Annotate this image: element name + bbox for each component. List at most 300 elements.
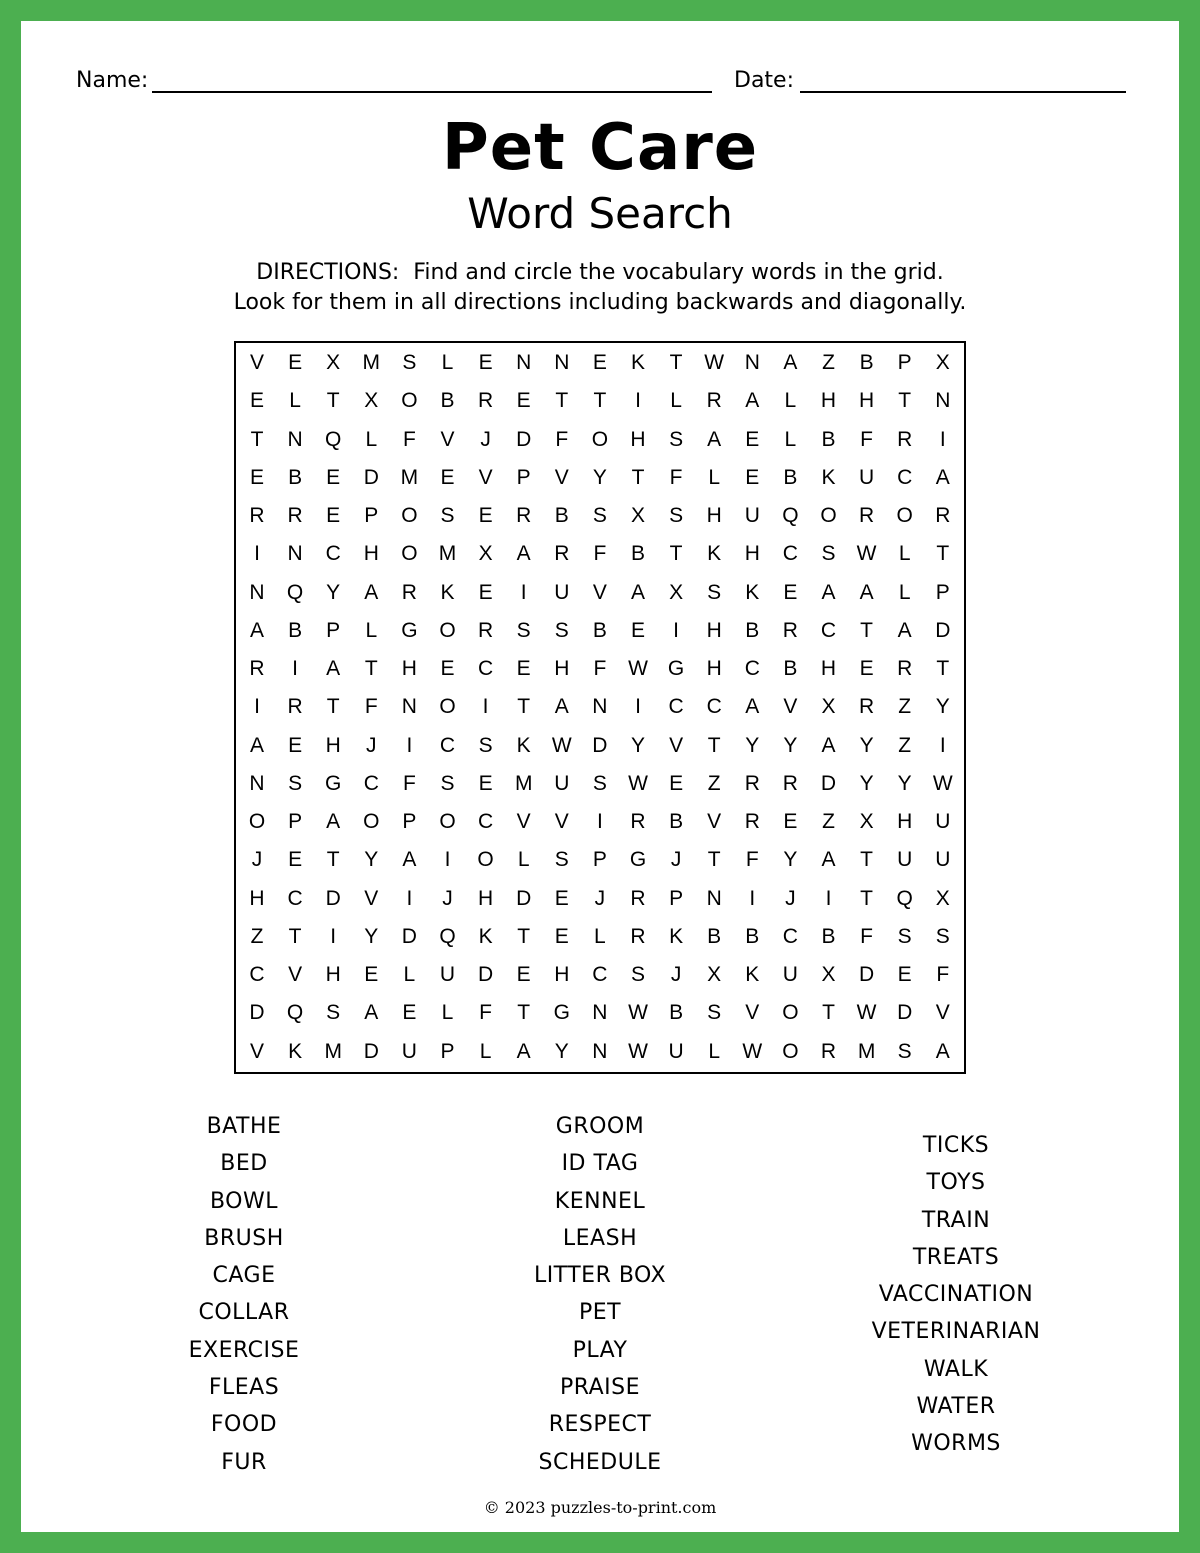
grid-letter[interactable]: O xyxy=(782,1039,799,1063)
grid-letter[interactable]: S xyxy=(897,924,912,948)
grid-letter[interactable]: G xyxy=(667,657,685,680)
grid-letter[interactable]: C xyxy=(363,771,379,795)
grid-letter[interactable]: E xyxy=(288,848,303,872)
grid-letter[interactable]: I xyxy=(254,695,260,719)
grid-letter[interactable]: B xyxy=(707,924,722,948)
grid-letter[interactable]: E xyxy=(592,351,607,374)
grid-letter[interactable]: T xyxy=(822,1001,835,1025)
grid-letter[interactable]: O xyxy=(782,1001,799,1025)
grid-letter[interactable]: C xyxy=(706,695,722,719)
grid-letter[interactable]: T xyxy=(326,389,340,413)
grid-letter[interactable]: N xyxy=(249,580,265,604)
grid-letter[interactable]: Z xyxy=(898,695,912,719)
grid-letter[interactable]: L xyxy=(594,924,606,948)
grid-letter[interactable]: I xyxy=(825,886,832,910)
grid-letter[interactable]: I xyxy=(482,695,489,719)
grid-letter[interactable]: N xyxy=(249,771,265,795)
grid-letter[interactable]: C xyxy=(287,886,303,910)
grid-letter[interactable]: A xyxy=(364,580,379,604)
grid-letter[interactable]: E xyxy=(478,351,493,374)
grid-letter[interactable]: K xyxy=(478,924,493,948)
grid-letter[interactable]: L xyxy=(898,542,911,566)
grid-letter[interactable]: T xyxy=(555,389,569,413)
grid-letter[interactable]: H xyxy=(249,886,265,910)
grid-letter[interactable]: U xyxy=(935,848,951,872)
grid-letter[interactable]: X xyxy=(326,351,341,374)
grid-letter[interactable]: E xyxy=(554,924,569,948)
grid-letter[interactable]: H xyxy=(744,542,760,566)
grid-letter[interactable]: Q xyxy=(896,886,913,910)
grid-letter[interactable]: R xyxy=(401,580,417,604)
grid-letter[interactable]: A xyxy=(897,618,912,642)
grid-letter[interactable]: R xyxy=(249,657,265,680)
grid-letter[interactable]: Y xyxy=(364,924,379,948)
grid-letter[interactable]: K xyxy=(669,924,684,948)
grid-letter[interactable]: I xyxy=(292,657,299,680)
grid-letter[interactable]: J xyxy=(594,886,606,910)
grid-letter[interactable]: D xyxy=(478,963,494,986)
grid-letter[interactable]: S xyxy=(630,963,645,986)
grid-letter[interactable]: D xyxy=(859,963,875,986)
grid-letter[interactable]: L xyxy=(441,1001,454,1025)
grid-letter[interactable]: F xyxy=(860,924,873,948)
grid-letter[interactable]: B xyxy=(859,351,874,374)
grid-letter[interactable]: R xyxy=(782,771,798,795)
grid-letter[interactable]: H xyxy=(325,963,341,986)
grid-letter[interactable]: K xyxy=(516,733,531,757)
grid-letter[interactable]: M xyxy=(400,465,419,489)
grid-letter[interactable]: F xyxy=(402,771,416,795)
grid-letter[interactable]: Q xyxy=(439,924,456,948)
grid-letter[interactable]: T xyxy=(707,733,721,757)
grid-letter[interactable]: F xyxy=(555,427,569,451)
grid-letter[interactable]: S xyxy=(592,504,607,527)
grid-letter[interactable]: B xyxy=(745,924,760,948)
grid-letter[interactable]: O xyxy=(401,504,418,527)
grid-letter[interactable]: U xyxy=(439,963,456,986)
grid-letter[interactable]: D xyxy=(516,886,532,910)
grid-letter[interactable]: H xyxy=(706,657,722,680)
grid-letter[interactable]: C xyxy=(820,618,837,642)
grid-letter[interactable]: X xyxy=(630,504,645,527)
grid-letter[interactable]: S xyxy=(592,771,607,795)
grid-letter[interactable]: T xyxy=(936,657,950,680)
grid-letter[interactable]: Y xyxy=(745,733,760,757)
grid-letter[interactable]: D xyxy=(363,1039,379,1063)
grid-letter[interactable]: B xyxy=(821,924,836,948)
grid-letter[interactable]: S xyxy=(478,733,493,757)
grid-letter[interactable]: L xyxy=(403,963,416,986)
grid-letter[interactable]: U xyxy=(554,580,570,604)
grid-letter[interactable]: F xyxy=(593,657,607,680)
grid-letter[interactable]: S xyxy=(402,351,417,374)
grid-letter[interactable]: C xyxy=(249,963,265,986)
grid-letter[interactable]: Q xyxy=(325,427,342,451)
grid-letter[interactable]: P xyxy=(897,351,912,374)
grid-letter[interactable]: S xyxy=(821,542,836,566)
grid-letter[interactable]: B xyxy=(669,1001,684,1025)
grid-letter[interactable]: T xyxy=(860,618,873,642)
grid-letter[interactable]: B xyxy=(288,618,303,642)
grid-letter[interactable]: Y xyxy=(326,580,341,604)
grid-letter[interactable]: C xyxy=(592,963,608,986)
grid-letter[interactable]: B xyxy=(592,618,607,642)
grid-letter[interactable]: W xyxy=(628,657,648,680)
grid-letter[interactable]: A xyxy=(821,580,836,604)
grid-letter[interactable]: R xyxy=(859,695,875,719)
grid-letter[interactable]: L xyxy=(784,427,797,451)
grid-letter[interactable]: T xyxy=(250,427,264,451)
grid-letter[interactable]: Z xyxy=(707,771,721,795)
grid-letter[interactable]: F xyxy=(860,427,873,451)
grid-letter[interactable]: K xyxy=(630,351,645,374)
grid-letter[interactable]: U xyxy=(668,1039,684,1063)
grid-letter[interactable]: K xyxy=(745,580,760,604)
grid-letter[interactable]: U xyxy=(859,465,875,489)
grid-letter[interactable]: F xyxy=(936,963,950,986)
grid-letter[interactable]: O xyxy=(477,848,494,872)
grid-letter[interactable]: V xyxy=(440,427,455,451)
grid-letter[interactable]: L xyxy=(708,465,721,489)
grid-letter[interactable]: D xyxy=(820,771,837,795)
grid-letter[interactable]: J xyxy=(366,733,377,757)
grid-letter[interactable]: E xyxy=(288,351,303,374)
grid-letter[interactable]: V xyxy=(554,465,569,489)
grid-letter[interactable]: C xyxy=(782,924,798,948)
grid-letter[interactable]: Y xyxy=(364,848,379,872)
grid-letter[interactable]: F xyxy=(479,1001,492,1025)
grid-letter[interactable]: J xyxy=(785,886,796,910)
grid-letter[interactable]: I xyxy=(635,695,641,719)
grid-letter[interactable]: H xyxy=(897,810,913,833)
grid-letter[interactable]: Q xyxy=(286,580,304,604)
grid-letter[interactable]: Y xyxy=(783,733,798,757)
grid-letter[interactable]: J xyxy=(670,963,682,986)
grid-letter[interactable]: E xyxy=(288,733,303,757)
grid-letter[interactable]: E xyxy=(364,963,379,986)
grid-letter[interactable]: E xyxy=(249,465,264,489)
grid-letter[interactable]: O xyxy=(363,810,380,833)
grid-letter[interactable]: V xyxy=(669,733,684,757)
grid-letter[interactable]: I xyxy=(406,733,413,757)
grid-letter[interactable]: J xyxy=(670,848,682,872)
grid-letter[interactable]: A xyxy=(707,427,722,451)
grid-letter[interactable]: W xyxy=(628,1001,648,1025)
grid-letter[interactable]: A xyxy=(935,465,950,489)
grid-letter[interactable]: U xyxy=(935,810,951,833)
grid-letter[interactable]: Z xyxy=(822,351,835,374)
grid-letter[interactable]: I xyxy=(635,389,641,413)
grid-letter[interactable]: E xyxy=(516,963,531,986)
grid-letter[interactable]: I xyxy=(939,733,946,757)
grid-letter[interactable]: I xyxy=(330,924,337,948)
grid-letter[interactable]: A xyxy=(935,1039,950,1063)
grid-letter[interactable]: T xyxy=(860,886,873,910)
grid-letter[interactable]: F xyxy=(593,542,607,566)
grid-letter[interactable]: R xyxy=(249,504,265,527)
grid-letter[interactable]: K xyxy=(707,542,722,566)
grid-letter[interactable]: P xyxy=(364,504,379,527)
grid-letter[interactable]: L xyxy=(517,848,530,872)
grid-letter[interactable]: X xyxy=(859,810,874,833)
grid-letter[interactable]: B xyxy=(783,465,798,489)
grid-letter[interactable]: E xyxy=(326,465,341,489)
grid-letter[interactable]: V xyxy=(364,886,379,910)
grid-letter[interactable]: E xyxy=(516,389,531,413)
grid-letter[interactable]: H xyxy=(325,733,341,757)
grid-letter[interactable]: A xyxy=(516,542,531,566)
grid-letter[interactable]: F xyxy=(745,848,759,872)
grid-letter[interactable]: A xyxy=(821,733,836,757)
grid-letter[interactable]: Q xyxy=(782,504,799,527)
grid-letter[interactable]: E xyxy=(669,771,684,795)
grid-letter[interactable]: U xyxy=(401,1039,417,1063)
grid-letter[interactable]: O xyxy=(896,504,913,527)
grid-letter[interactable]: A xyxy=(249,618,264,642)
grid-letter[interactable]: M xyxy=(514,771,533,795)
grid-letter[interactable]: E xyxy=(783,810,798,833)
grid-letter[interactable]: N xyxy=(287,542,303,566)
grid-letter[interactable]: O xyxy=(439,618,456,642)
grid-letter[interactable]: L xyxy=(708,1039,721,1063)
grid-letter[interactable]: R xyxy=(516,504,532,527)
grid-letter[interactable]: S xyxy=(707,1001,722,1025)
grid-letter[interactable]: D xyxy=(592,733,608,757)
grid-letter[interactable]: N xyxy=(706,886,722,910)
grid-letter[interactable]: K xyxy=(745,963,760,986)
grid-letter[interactable]: Y xyxy=(630,733,645,757)
grid-letter[interactable]: R xyxy=(630,924,646,948)
grid-letter[interactable]: E xyxy=(478,580,493,604)
grid-letter[interactable]: M xyxy=(438,542,457,566)
grid-letter[interactable]: P xyxy=(935,580,950,604)
grid-letter[interactable]: G xyxy=(401,618,418,642)
grid-letter[interactable]: V xyxy=(516,810,531,833)
grid-letter[interactable]: R xyxy=(478,618,494,642)
grid-letter[interactable]: B xyxy=(821,427,836,451)
grid-letter[interactable]: A xyxy=(402,848,417,872)
grid-letter[interactable]: E xyxy=(516,657,531,680)
grid-letter[interactable]: I xyxy=(749,886,756,910)
grid-letter[interactable]: V xyxy=(935,1001,950,1025)
grid-letter[interactable]: X xyxy=(821,963,836,986)
grid-letter[interactable]: E xyxy=(478,771,493,795)
grid-letter[interactable]: A xyxy=(326,657,341,680)
grid-letter[interactable]: D xyxy=(935,618,951,642)
grid-letter[interactable]: G xyxy=(325,771,342,795)
grid-letter[interactable]: E xyxy=(440,465,455,489)
grid-letter[interactable]: S xyxy=(669,504,684,527)
grid-letter[interactable]: A xyxy=(364,1001,379,1025)
grid-letter[interactable]: R xyxy=(706,389,722,413)
grid-letter[interactable]: R xyxy=(935,504,951,527)
grid-letter[interactable]: Q xyxy=(286,1001,304,1025)
grid-letter[interactable]: X xyxy=(669,580,684,604)
grid-letter[interactable]: C xyxy=(897,465,913,489)
grid-letter[interactable]: R xyxy=(554,542,570,566)
grid-letter[interactable]: W xyxy=(628,1039,648,1063)
grid-letter[interactable]: K xyxy=(288,1039,303,1063)
grid-letter[interactable]: T xyxy=(631,465,645,489)
grid-letter[interactable]: O xyxy=(248,810,266,833)
grid-letter[interactable]: T xyxy=(936,542,950,566)
grid-letter[interactable]: U xyxy=(744,504,760,527)
grid-letter[interactable]: U xyxy=(554,771,570,795)
grid-letter[interactable]: O xyxy=(439,810,456,833)
grid-letter[interactable]: D xyxy=(249,1001,265,1025)
grid-letter[interactable]: R xyxy=(744,810,760,833)
grid-letter[interactable]: D xyxy=(325,886,341,910)
grid-letter[interactable]: T xyxy=(288,924,302,948)
grid-letter[interactable]: U xyxy=(782,963,798,986)
grid-letter[interactable]: N xyxy=(744,351,760,374)
grid-letter[interactable]: W xyxy=(704,351,725,374)
grid-letter[interactable]: N xyxy=(287,427,303,451)
grid-letter[interactable]: L xyxy=(289,389,301,413)
grid-letter[interactable]: J xyxy=(442,886,453,910)
grid-letter[interactable]: H xyxy=(706,504,722,527)
grid-letter[interactable]: P xyxy=(326,618,341,642)
grid-letter[interactable]: R xyxy=(859,504,875,527)
grid-letter[interactable]: R xyxy=(782,618,798,642)
grid-letter[interactable]: A xyxy=(745,389,760,413)
grid-letter[interactable]: A xyxy=(326,810,341,833)
grid-letter[interactable]: E xyxy=(745,465,760,489)
grid-letter[interactable]: A xyxy=(630,580,645,604)
grid-letter[interactable]: P xyxy=(592,848,607,872)
grid-letter[interactable]: T xyxy=(669,351,683,374)
grid-letter[interactable]: V xyxy=(707,810,722,833)
grid-letter[interactable]: E xyxy=(440,657,455,680)
grid-letter[interactable]: S xyxy=(516,618,531,642)
grid-letter[interactable]: B xyxy=(669,810,684,833)
grid-letter[interactable]: H xyxy=(859,389,875,413)
grid-letter[interactable]: P xyxy=(516,465,531,489)
grid-letter[interactable]: M xyxy=(857,1039,876,1063)
grid-letter[interactable]: V xyxy=(554,810,569,833)
grid-letter[interactable]: N xyxy=(401,695,417,719)
grid-letter[interactable]: O xyxy=(401,389,418,413)
grid-letter[interactable]: N xyxy=(554,351,570,374)
grid-letter[interactable]: I xyxy=(254,542,260,566)
grid-letter[interactable]: H xyxy=(554,657,570,680)
grid-letter[interactable]: L xyxy=(365,618,378,642)
grid-letter[interactable]: E xyxy=(859,657,874,680)
grid-letter[interactable]: B xyxy=(745,618,760,642)
grid-letter[interactable]: W xyxy=(551,733,572,757)
grid-letter[interactable]: L xyxy=(670,389,682,413)
grid-letter[interactable]: O xyxy=(820,504,837,527)
grid-letter[interactable]: O xyxy=(401,542,418,566)
grid-letter[interactable]: X xyxy=(821,695,836,719)
grid-letter[interactable]: T xyxy=(326,848,340,872)
grid-letter[interactable]: G xyxy=(553,1001,570,1025)
grid-letter[interactable]: B xyxy=(554,504,569,527)
grid-letter[interactable]: R xyxy=(820,1039,837,1063)
grid-letter[interactable]: F xyxy=(402,427,416,451)
grid-letter[interactable]: A xyxy=(859,580,874,604)
grid-letter[interactable]: V xyxy=(592,580,607,604)
grid-letter[interactable]: W xyxy=(628,771,648,795)
grid-letter[interactable]: E xyxy=(249,389,264,413)
grid-letter[interactable]: R xyxy=(630,886,646,910)
grid-letter[interactable]: N xyxy=(592,1039,608,1063)
grid-letter[interactable]: S xyxy=(707,580,722,604)
grid-letter[interactable]: C xyxy=(325,542,341,566)
grid-letter[interactable]: S xyxy=(554,848,569,872)
grid-letter[interactable]: M xyxy=(362,351,381,374)
grid-letter[interactable]: H xyxy=(554,963,570,986)
grid-letter[interactable]: H xyxy=(706,618,722,642)
grid-letter[interactable]: W xyxy=(856,1001,877,1025)
grid-letter[interactable]: D xyxy=(897,1001,913,1025)
grid-letter[interactable]: I xyxy=(596,810,603,833)
grid-letter[interactable]: Z xyxy=(250,924,264,948)
grid-letter[interactable]: F xyxy=(364,695,378,719)
grid-letter[interactable]: E xyxy=(478,504,493,527)
grid-letter[interactable]: B xyxy=(288,465,303,489)
grid-letter[interactable]: T xyxy=(326,695,340,719)
grid-letter[interactable]: K xyxy=(440,580,455,604)
grid-letter[interactable]: S xyxy=(935,924,950,948)
grid-letter[interactable]: I xyxy=(673,618,680,642)
grid-letter[interactable]: V xyxy=(249,351,264,374)
grid-letter[interactable]: T xyxy=(593,389,607,413)
grid-letter[interactable]: N xyxy=(935,389,951,413)
grid-letter[interactable]: N xyxy=(592,1001,608,1025)
grid-letter[interactable]: N xyxy=(592,695,608,719)
grid-letter[interactable]: P xyxy=(669,886,684,910)
grid-letter[interactable]: T xyxy=(517,924,531,948)
grid-letter[interactable]: C xyxy=(439,733,456,757)
grid-letter[interactable]: O xyxy=(591,427,609,451)
grid-letter[interactable]: Z xyxy=(898,733,912,757)
grid-letter[interactable]: R xyxy=(287,695,303,719)
grid-letter[interactable]: J xyxy=(251,848,263,872)
grid-letter[interactable]: I xyxy=(939,427,946,451)
grid-letter[interactable]: R xyxy=(630,810,646,833)
grid-letter[interactable]: Y xyxy=(592,465,607,489)
grid-letter[interactable]: X xyxy=(935,351,950,374)
grid-letter[interactable]: T xyxy=(707,848,721,872)
grid-letter[interactable]: C xyxy=(782,542,798,566)
grid-letter[interactable]: B xyxy=(783,657,798,680)
grid-letter[interactable]: B xyxy=(630,542,645,566)
grid-letter[interactable]: X xyxy=(707,963,722,986)
grid-letter[interactable]: G xyxy=(629,848,647,872)
grid-letter[interactable]: J xyxy=(480,427,491,451)
grid-letter[interactable]: N xyxy=(516,351,532,374)
grid-letter[interactable]: C xyxy=(668,695,684,719)
grid-letter[interactable]: W xyxy=(932,771,953,795)
grid-letter[interactable]: S xyxy=(440,504,455,527)
grid-letter[interactable]: U xyxy=(897,848,913,872)
grid-letter[interactable]: L xyxy=(365,427,378,451)
grid-letter[interactable]: P xyxy=(402,810,417,833)
grid-letter[interactable]: T xyxy=(517,1001,531,1025)
grid-letter[interactable]: R xyxy=(287,504,303,527)
grid-letter[interactable]: Y xyxy=(859,733,874,757)
grid-letter[interactable]: E xyxy=(326,504,341,527)
grid-letter[interactable]: X xyxy=(364,389,379,413)
grid-letter[interactable]: T xyxy=(669,542,683,566)
date-line[interactable] xyxy=(800,91,1126,93)
grid-letter[interactable]: Y xyxy=(935,695,950,719)
grid-letter[interactable]: A xyxy=(821,848,836,872)
grid-letter[interactable]: Y xyxy=(859,771,874,795)
grid-letter[interactable]: S xyxy=(440,771,455,795)
grid-letter[interactable]: A xyxy=(783,351,798,374)
